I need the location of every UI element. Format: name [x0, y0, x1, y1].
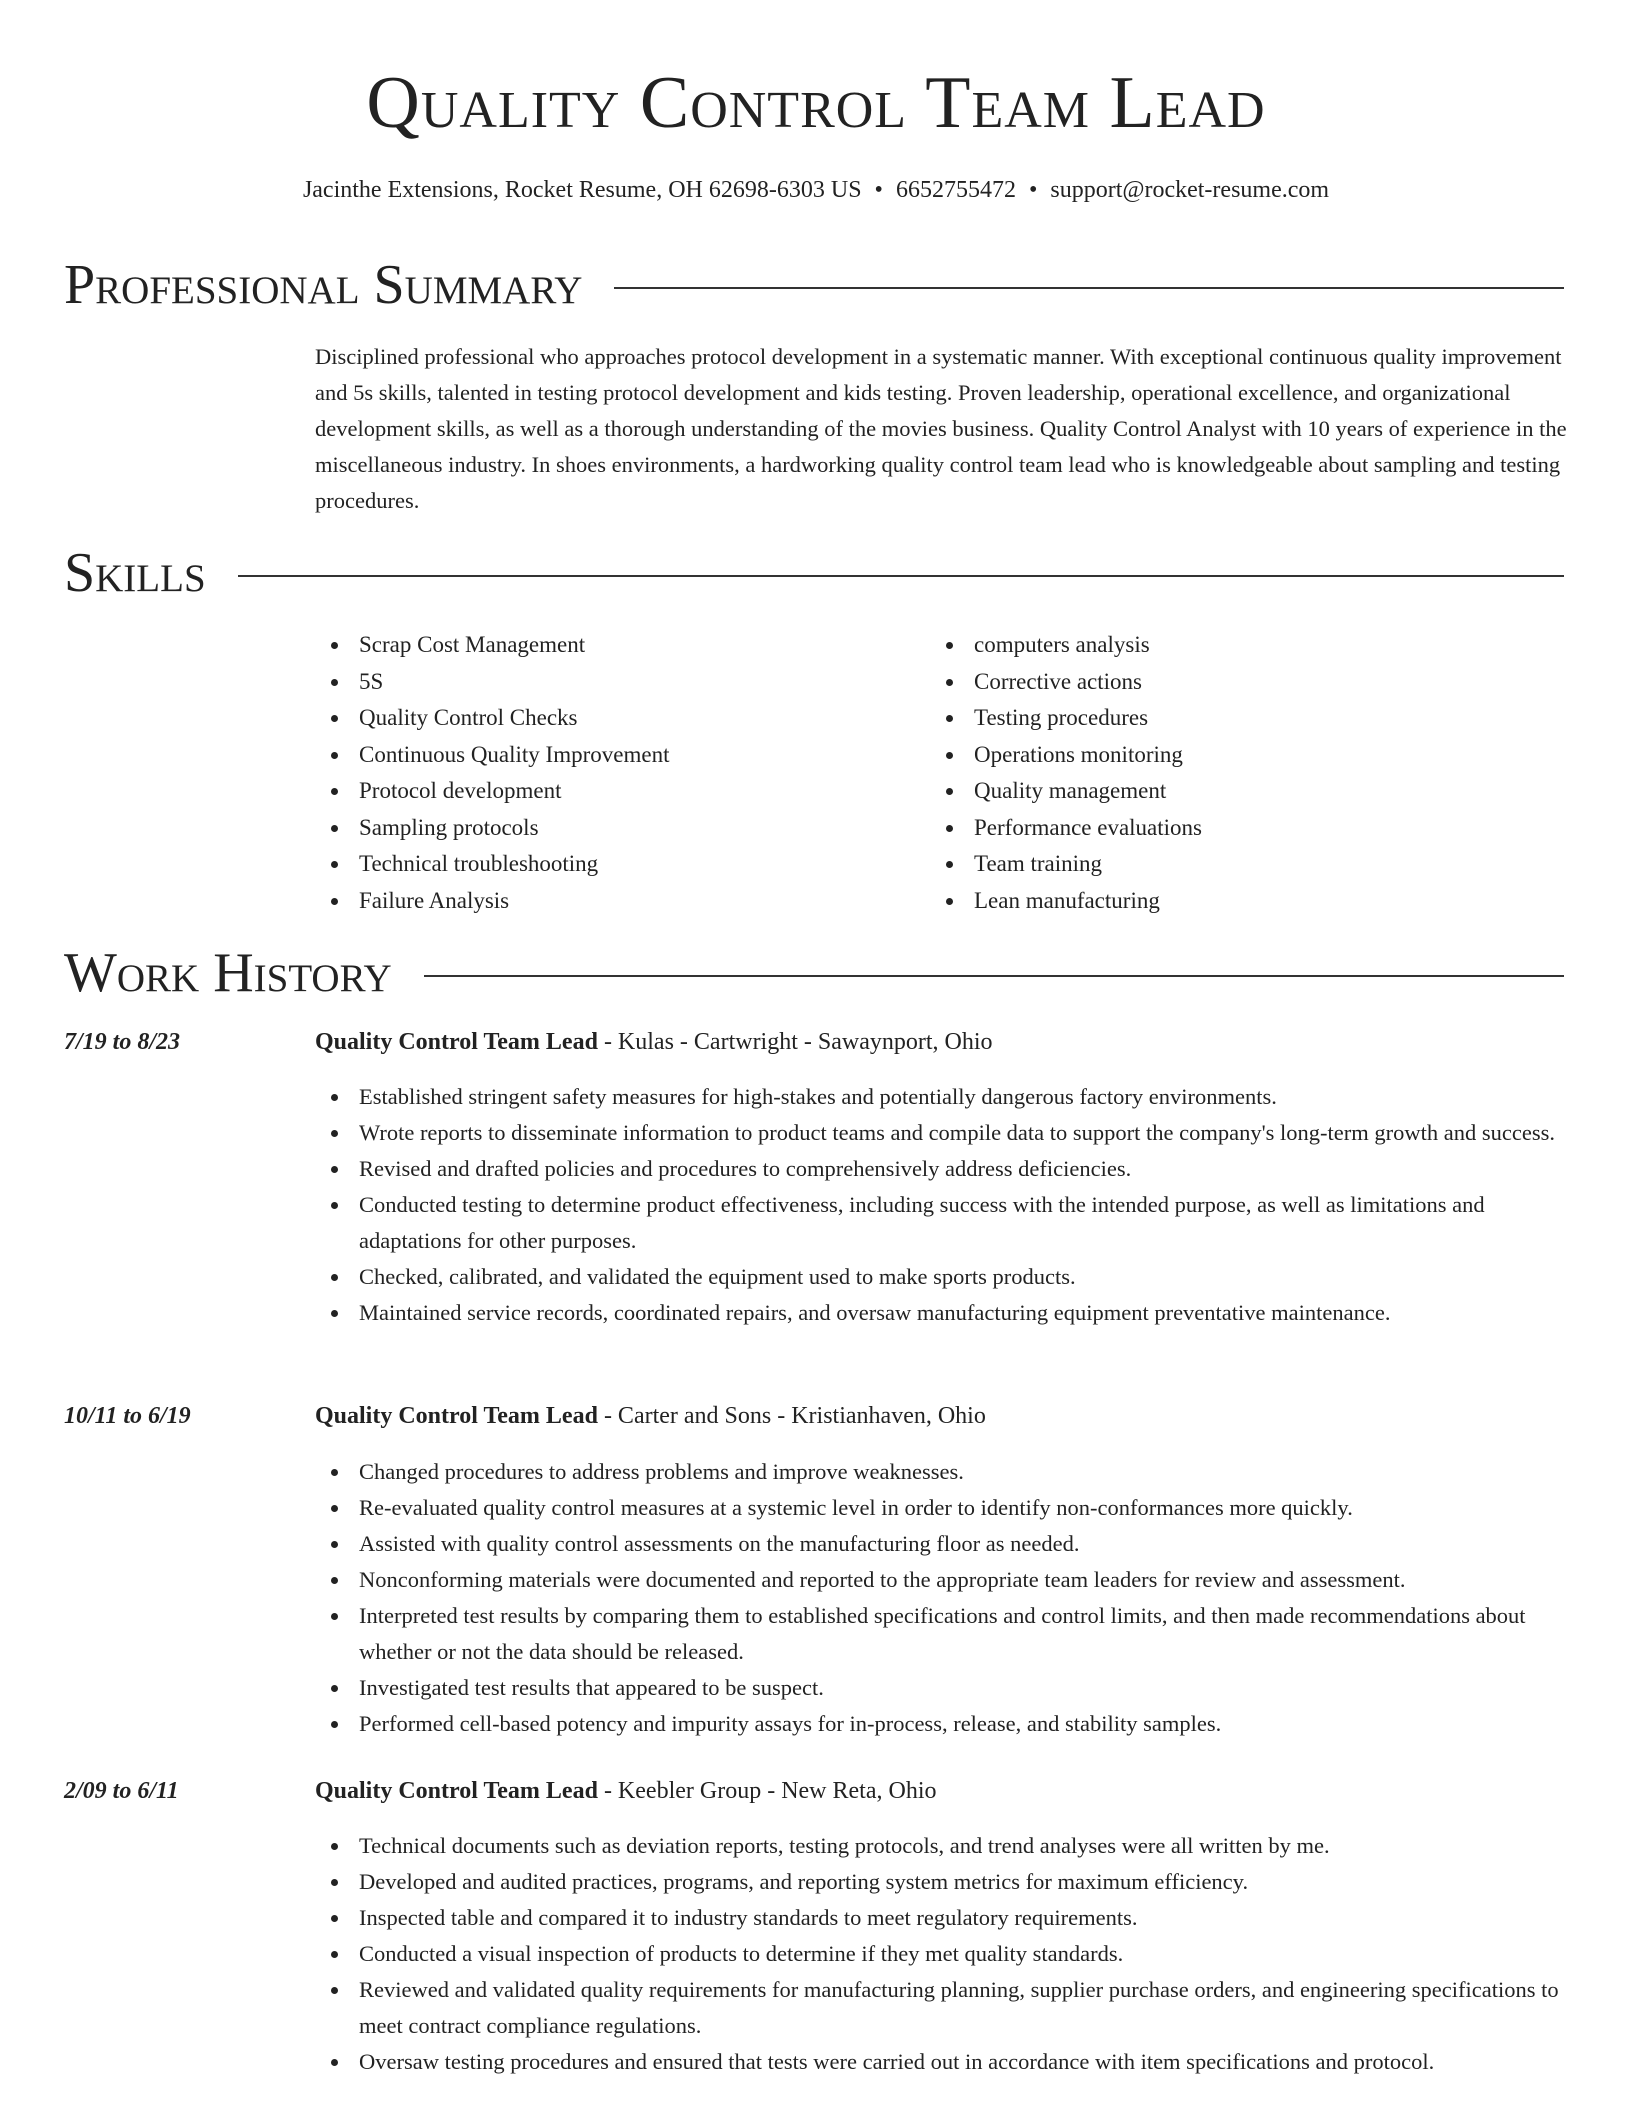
job-title: Quality Control Team Lead: [315, 1403, 598, 1429]
skill-item: Team training: [930, 846, 1560, 883]
job-bullet: Investigated test results that appeared to be suspect.: [315, 1670, 1567, 1706]
job-dates: 10/11 to 6/19: [64, 1403, 191, 1429]
skill-item: Continuous Quality Improvement: [315, 737, 915, 774]
job-bullet: Conducted testing to determine product effectiveness, including success with the intended purpose, as well as limitations and adaptations for other purposes.: [315, 1187, 1567, 1259]
section-header-skills: [64, 540, 1564, 606]
contact-phone: 6652755472: [895, 177, 1016, 203]
section-divider: [238, 575, 1564, 577]
job-bullet: Technical documents such as deviation reports, testing protocols, and trend analyses were all written by me.: [315, 1828, 1567, 1864]
section-title-work-history: Work History: [64, 942, 392, 1004]
job-bullet: Nonconforming materials were documented and reported to the appropriate team leaders for review and assessment.: [315, 1562, 1567, 1598]
job-bullet: Changed procedures to address problems and improve weaknesses.: [315, 1454, 1567, 1490]
job-employer-location: - Carter and Sons - Kristianhaven, Ohio: [597, 1403, 986, 1429]
contact-line: [0, 174, 1632, 206]
job-bullet: Conducted a visual inspection of products to determine if they met quality standards.: [315, 1936, 1567, 1972]
job-bullet-list: [315, 1454, 1567, 1742]
skill-item: Corrective actions: [930, 664, 1560, 701]
skill-item: 5S: [315, 664, 915, 701]
job-title: Quality Control Team Lead: [315, 1778, 598, 1804]
job-bullet: Revised and drafted policies and procedures to comprehensively address deficiencies.: [315, 1151, 1567, 1187]
job-title: Quality Control Team Lead: [315, 1029, 598, 1055]
skill-item: Failure Analysis: [315, 883, 915, 920]
resume-title: Quality Control Team Lead: [366, 62, 1266, 144]
skill-item: Operations monitoring: [930, 737, 1560, 774]
job-bullet: Established stringent safety measures for high-stakes and potentially dangerous factory environments.: [315, 1079, 1567, 1115]
job-bullet-list: [315, 1079, 1567, 1331]
job-bullet: Maintained service records, coordinated repairs, and oversaw manufacturing equipment preventative maintenance.: [315, 1295, 1567, 1331]
job-bullet: Wrote reports to disseminate information to product teams and compile data to support the company's long-term growth and success.: [315, 1115, 1567, 1151]
job-bullet: Reviewed and validated quality requirements for manufacturing planning, supplier purchase orders, and engineering specifications to meet contract compliance regulations.: [315, 1972, 1567, 2044]
contact-separator: •: [874, 177, 883, 203]
job-bullet: Oversaw testing procedures and ensured that tests were carried out in accordance with item specifications and protocol.: [315, 2044, 1567, 2080]
job-heading: [315, 1025, 1565, 1059]
skill-item: Performance evaluations: [930, 810, 1560, 847]
skill-item: computers analysis: [930, 627, 1560, 664]
section-title-skills: Skills: [64, 542, 206, 604]
job-bullet: Assisted with quality control assessments on the manufacturing floor as needed.: [315, 1526, 1567, 1562]
skill-item: Sampling protocols: [315, 810, 915, 847]
job-dates: 7/19 to 8/23: [64, 1029, 181, 1055]
job-dates: 2/09 to 6/11: [64, 1778, 179, 1804]
job-employer-location: - Kulas - Cartwright - Sawaynport, Ohio: [597, 1029, 993, 1055]
section-divider: [614, 287, 1564, 289]
skill-item: Technical troubleshooting: [315, 846, 915, 883]
job-bullet: Interpreted test results by comparing them to established specifications and control limits, and then made recommendations about whether or not the data should be released.: [315, 1598, 1567, 1670]
job-bullet: Checked, calibrated, and validated the equipment used to make sports products.: [315, 1259, 1567, 1295]
skill-item: Protocol development: [315, 773, 915, 810]
professional-summary-text: Disciplined professional who approaches protocol development in a systematic manner. With exceptional continuous quality improvement and 5s skills, talented in testing protocol development and kids testing. Proven leadership, operational excellence, and organizational development skills, as well as a thorough understanding of the movies business. Quality Control Analyst with 10 years of experience in the miscellaneous industry. In shoes environments, a hardworking quality control team lead who is knowledgeable about sampling and testing procedures.: [315, 344, 1567, 513]
contact-address: Jacinthe Extensions, Rocket Resume, OH 62698-6303 US: [302, 177, 862, 203]
section-title-professional-summary: Professional Summary: [64, 254, 583, 316]
section-header-professional-summary: [64, 252, 1564, 318]
skills-list-right: [930, 627, 1560, 919]
job-bullet: Developed and audited practices, programs, and reporting system metrics for maximum efficiency.: [315, 1864, 1567, 1900]
skill-item: Testing procedures: [930, 700, 1560, 737]
skills-list-left: [315, 627, 915, 919]
skill-item: Quality Control Checks: [315, 700, 915, 737]
section-divider: [424, 975, 1564, 977]
job-heading: [315, 1399, 1565, 1433]
skill-item: Quality management: [930, 773, 1560, 810]
skill-item: Lean manufacturing: [930, 883, 1560, 920]
job-heading: [315, 1774, 1565, 1808]
job-bullet-list: [315, 1828, 1567, 2080]
job-bullet: Performed cell-based potency and impurity assays for in-process, release, and stability samples.: [315, 1706, 1567, 1742]
contact-separator: •: [1028, 177, 1038, 203]
section-header-work-history: [64, 940, 1564, 1006]
job-employer-location: - Keebler Group - New Reta, Ohio: [597, 1778, 937, 1804]
job-bullet: Inspected table and compared it to industry standards to meet regulatory requirements.: [315, 1900, 1567, 1936]
job-bullet: Re-evaluated quality control measures at a systemic level in order to identify non-conformances more quickly.: [315, 1490, 1567, 1526]
contact-email: support@rocket-resume.com: [1050, 177, 1330, 203]
skill-item: Scrap Cost Management: [315, 627, 915, 664]
